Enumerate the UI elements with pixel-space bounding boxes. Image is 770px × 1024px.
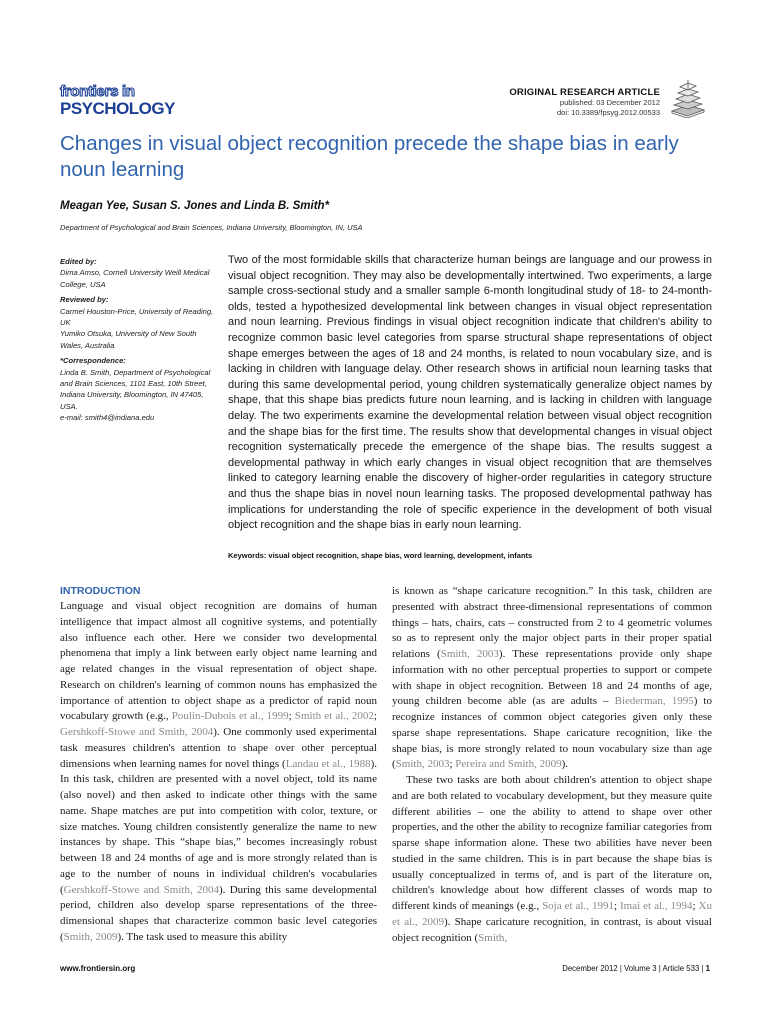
footer-issue-info: December 2012 | Volume 3 | Article 533 | 1: [562, 964, 710, 973]
doi-link[interactable]: doi: 10.3389/fpsyg.2012.00533: [556, 108, 660, 117]
reviewer-1: Carmel Houston-Price, University of Reading, UK: [60, 306, 214, 328]
section-heading-introduction: INTRODUCTION: [60, 585, 141, 597]
logo-line-frontiers: frontiers in: [60, 83, 135, 100]
intro-paragraph-1-cont: is known as “shape caricature recognition.” In this task, children are presented with abstract three-dimensional representations of common things – hats, chairs, cats – constructed from 2 to 4 geometric volumes so as to represent only the major object parts in their proper spatial relations (Smith, 2003). These representations provide only shape information with no other perceptual properties to support or compete with shape in object recognition. Between 18 and 24 months of age, young children become able (as are adults – Biederman, 1995) to recognize instances of common object categories given only these sparse shape representations. Shape caricature recognition, like the shape bias, is more strongly related to noun vocabulary size than age (Smith, 2003; Pereira and Smith, 2009).: [392, 585, 712, 771]
citation-link[interactable]: Biederman, 1995: [614, 695, 694, 708]
citation-link[interactable]: Smith et al., 2002: [294, 710, 374, 723]
citation-link[interactable]: Gershkoff-Stowe and Smith, 2004: [63, 883, 220, 896]
citation-link[interactable]: Poulin-Dubois et al., 1999: [171, 710, 289, 723]
stacked-layers-icon: [664, 78, 710, 118]
citation-link[interactable]: Landau et al., 1988: [285, 757, 371, 770]
citation-link[interactable]: Smith, 2003: [395, 758, 450, 771]
citation-link[interactable]: Smith, 2003: [440, 648, 499, 660]
affiliation: Department of Psychological and Brain Sciences, Indiana University, Bloomington, IN, USA: [60, 223, 363, 232]
published-date: published: 03 December 2012: [559, 98, 660, 107]
citation-link[interactable]: Gershkoff-Stowe and Smith, 2004: [60, 726, 214, 738]
article-title: Changes in visual object recognition precede the shape bias in early noun learning: [60, 132, 679, 181]
article-type: ORIGINAL RESEARCH ARTICLE: [509, 87, 660, 98]
edited-by-label: Edited by:: [60, 257, 97, 266]
correspondence-email[interactable]: e-mail: smith4@indiana.edu: [60, 413, 155, 423]
correspondence-address: Linda B. Smith, Department of Psychological and Brain Sciences, 1101 East, 10th Street, Indiana University, Bloomington, IN 47405, USA.: [60, 367, 211, 411]
keywords: Keywords: visual object recognition, shape bias, word learning, development, infants: [228, 551, 533, 560]
reviewed-by-label: Reviewed by:: [60, 295, 109, 305]
article-info: [509, 87, 660, 118]
body-column-left: [60, 599, 377, 946]
intro-paragraph-2: These two tasks are both about children's attention to object shape and are both related to vocabulary development, but they measure quite different abilities – one the ability to attend to shape over other properties, and the other the ability to recognize familiar categories from sparse shape information alone. These two abilities have never been studied in the same children. This is in part because the shape bias is usually conceptualized in terms of, and is part of the literature on, children's knowledge about how different classes of words map to different kinds of meanings (e.g., Soja et al., 1991; Imai et al., 1994; Xu et al., 2009). Shape caricature recognition, in contrast, is about visual object recognition (Smith,: [392, 774, 712, 944]
logo-line-psychology: PSYCHOLOGY: [60, 99, 175, 118]
editorial-sidebar: [60, 256, 220, 424]
authors: Meagan Yee, Susan S. Jones and Linda B. Smith*: [60, 200, 330, 212]
body-column-right: [392, 584, 712, 946]
reviewer-2: Yumiko Otsuka, University of New South Wales, Australia: [60, 329, 197, 350]
citation-link[interactable]: Xu et al., 2009: [392, 900, 712, 928]
citation-link[interactable]: Imai et al., 1994: [620, 900, 693, 912]
citation-link[interactable]: Smith, 2009: [63, 930, 118, 943]
abstract: Two of the most formidable skills that characterize human beings are language and our prowess in visual object recognition. They may also be developmentally intertwined. Two experiments, a large sample cross-sectional study and a smaller sample 6-month longitudinal study of 18- to 24-month-olds, tested a hypothesized developmental link between changes in visual object representation and noun learning. Previous findings in visual object recognition indicate that children's ability to recognize common basic level categories from sparse structural shape representations of object shape emerges between the ages of 18 and 24 months, is related to noun vocabulary size, and is lacking in children with language delay. Other research shows in artificial noun learning tasks that during this same developmental period, young children systematically generalize object names by shape, that this shape bias predicts future noun learning, and is lacking in children with language delay. The two experiments examine the developmental relation between visual object recognition and the shape bias for the first time. The results show that developmental changes in visual object recognition systematically precede the emergence of the shape bias. The results suggest a developmental pathway in which early changes in visual object recognition that are themselves linked to category learning enable the discovery of higher-order regularities in category structure and thus the shape bias in novel noun learning tasks. The proposed developmental pathway has implications for understanding the role of specific experience in the development of both visual object recognition and the shape bias in early noun learning.: [228, 254, 712, 532]
page-number: 1: [705, 964, 710, 973]
citation-link[interactable]: Smith,: [478, 931, 508, 944]
edited-by-text: Dima Amso, Cornell University Weill Medical College, USA: [60, 268, 210, 289]
correspondence-label: *Correspondence:: [60, 356, 126, 366]
citation-link[interactable]: Soja et al., 1991: [542, 900, 614, 912]
intro-paragraph-1: Language and visual object recognition are domains of human intelligence that impact almost all cognitive systems, and potentially also influence each other. Here we consider two developmental phenomena that imply a link between early object name learning and age related changes in the visual representation of object shape. Research on children's learning of common nouns has emphasized the importance of attention to object shape as a predictor of rapid noun vocabulary growth (e.g., Poulin-Dubois et al., 1999; Smith et al., 2002; Gershkoff-Stowe and Smith, 2004). One commonly used experimental task measures children's attention to shape over other perceptual dimensions when learning names for novel things (Landau et al., 1988). In this task, children are presented with a novel object, told its name (also novel) and then asked to indicate other things with the same name. Shape matches are put into competition with color, texture, or size matches. Young children consistently generalize the name to new instances by shape. This “shape bias,” becomes increasingly robust between 18 and 24 months of age and is more strongly related than is age to the number of nouns in individual children's vocabularies (Gershkoff-Stowe and Smith, 2004). During this same developmental period, children also develop sparse representations of the three-dimensional shapes that characterize common basic level categories (Smith, 2009). The task used to measure this ability: [60, 600, 378, 943]
journal-logo: [60, 84, 175, 118]
citation-link[interactable]: Pereira and Smith, 2009: [455, 758, 562, 771]
footer-website[interactable]: www.frontiersin.org: [60, 964, 136, 973]
